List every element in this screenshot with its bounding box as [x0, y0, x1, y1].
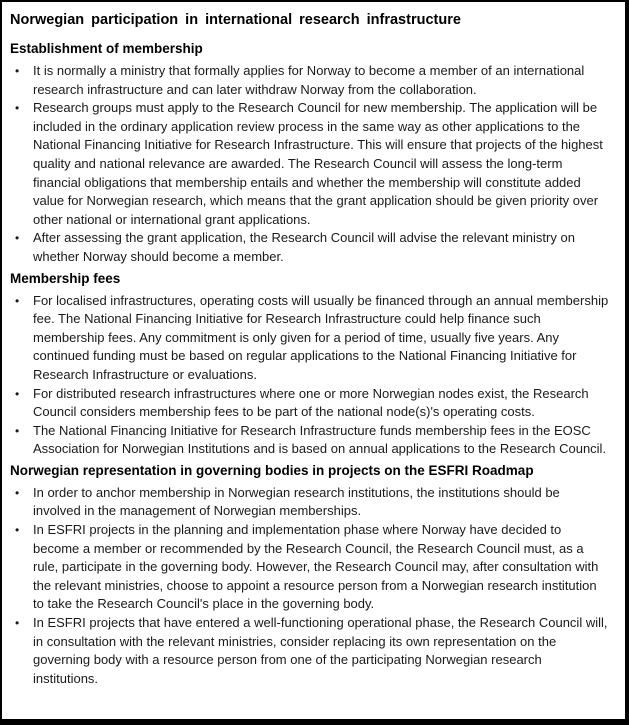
- bullet-text: Research groups must apply to the Research Council for new membership. The application will be included in the ordinary application review process in the same way as other applications to the National Financing Initiative for Research Infrastructure. This will ensure that projects of the highest quality and national relevance are awarded. The Research Council will assess the long-term financial obligations that membership entails and whether the membership will constitute added value for Norwegian research, which means that the grant application should be given priority over other national or international grant applications.: [33, 100, 603, 227]
- section-norwegian-representation: [10, 462, 611, 689]
- bullet-icon: •: [15, 293, 20, 308]
- bullet-icon: •: [15, 423, 20, 438]
- bullet-item: [10, 229, 611, 266]
- document-title: Norwegian participation in international research infrastructure: [10, 12, 461, 28]
- bullet-text: For distributed research infrastructures where one or more Norwegian nodes exist, the Research Council considers membership fees to be part of the national node(s)'s operating costs.: [33, 385, 589, 420]
- bullet-item: [10, 521, 611, 614]
- section-heading: Membership fees: [10, 270, 121, 286]
- bullet-list: [10, 62, 611, 267]
- section-membership-fees: [10, 270, 611, 459]
- bullet-text: In ESFRI projects in the planning and implementation phase where Norway have decided to become a member or recommended by the Research Council, the Research Council must, as a rule, participate in the governing body. However, the Research Council may, after consultation with the relevant ministries, choose to appoint a resource person from a Norwegian research institution to take the Research Council's place in the governing body.: [33, 522, 599, 612]
- bullet-text: After assessing the grant application, the Research Council will advise the relevant ministry on whether Norway should become a member.: [33, 230, 575, 264]
- bullet-list: [10, 484, 611, 689]
- bullet-text: It is normally a ministry that formally applies for Norway to become a member of an international research infrastructure and can later withdraw Norway from the collaboration.: [33, 63, 585, 97]
- bullet-text: For localised infrastructures, operating costs will usually be financed through an annual membership fee. The National Financing Initiative for Research Infrastructure could help finance such membership fees. Any commitment is only given for a period of time, usually five years. Any continued funding must be based on regular applications to the National Financing Initiative for Research Infrastructure or evaluations.: [33, 292, 609, 382]
- bullet-list: [10, 292, 611, 459]
- bullet-icon: •: [15, 386, 20, 401]
- bullet-icon: •: [15, 616, 20, 631]
- bullet-icon: •: [15, 101, 20, 116]
- bullet-icon: •: [15, 485, 20, 500]
- bullet-item: [10, 484, 611, 521]
- bullet-text: In order to anchor membership in Norwegian research institutions, the institutions should be involved in the management of Norwegian memberships.: [33, 484, 560, 519]
- bullet-item: [10, 385, 611, 422]
- section-establishment-of-membership: [10, 40, 611, 267]
- bullet-item: [10, 614, 611, 688]
- bullet-item: [10, 62, 611, 99]
- bullet-item: [10, 99, 611, 229]
- bullet-item: [10, 422, 611, 459]
- bullet-icon: •: [15, 523, 20, 538]
- bullet-text: In ESFRI projects that have entered a well-functioning operational phase, the Research Council will, in consultation with the relevant ministries, consider replacing its own representation on the governing body with a resource person from one of the participating Norwegian research institutions.: [33, 615, 608, 686]
- section-heading: Norwegian representation in governing bodies in projects on the ESFRI Roadmap: [10, 462, 534, 478]
- bullet-text: The National Financing Initiative for Research Infrastructure funds membership fees in the EOSC Association for Norwegian Institutions and is based on annual applications to the Research Council.: [33, 422, 607, 457]
- section-heading: Establishment of membership: [10, 41, 203, 56]
- bullet-icon: •: [15, 64, 20, 78]
- bullet-icon: •: [15, 231, 20, 246]
- bullet-item: [10, 292, 611, 385]
